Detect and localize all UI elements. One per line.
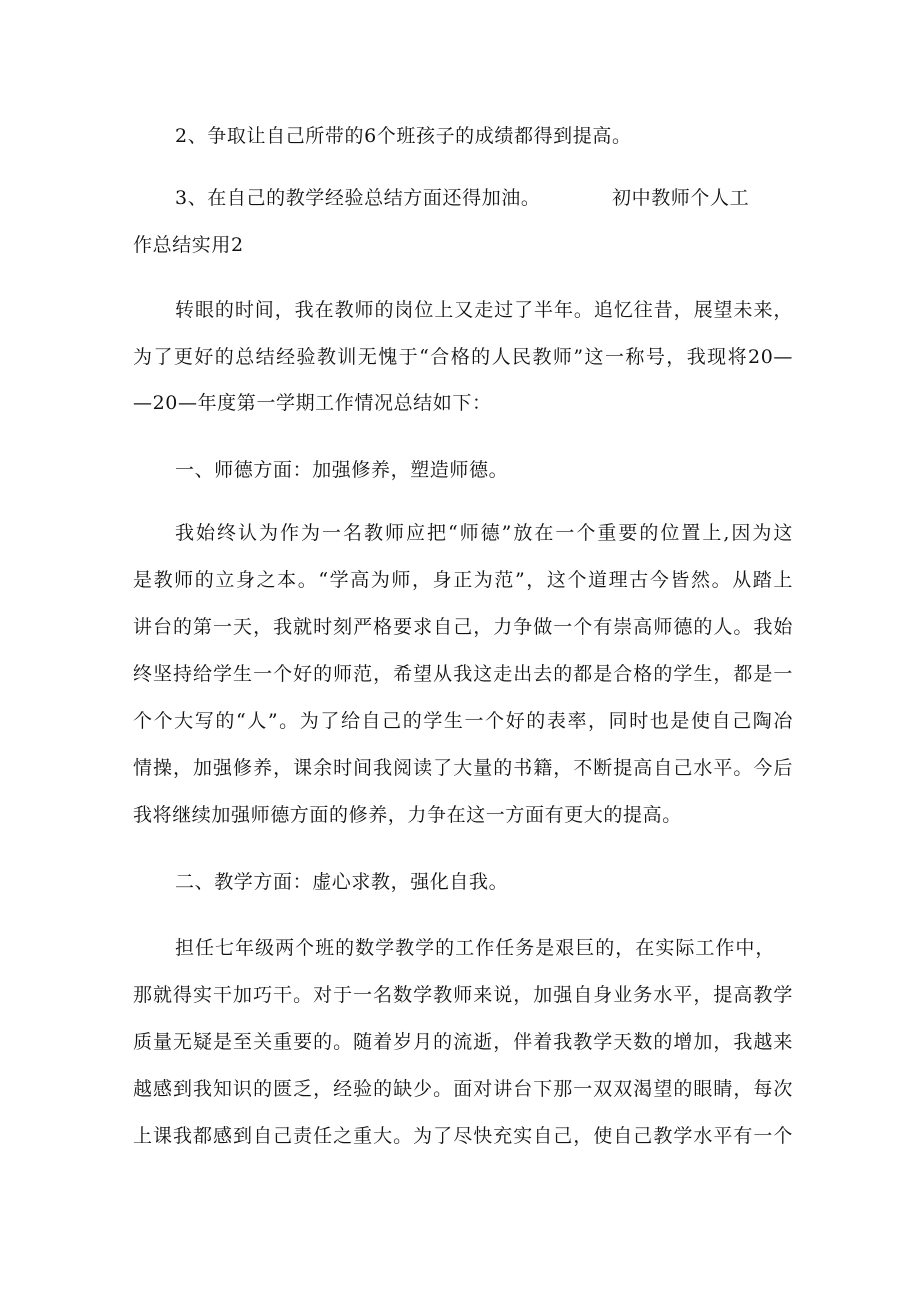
para2-line-3: 质量无疑是至关重要的。随着岁月的流逝，伴着我教学天数的增加，我越来 — [133, 1031, 793, 1053]
para2-line-2: 那就得实干加巧干。对于一名数学教师来说，加强自身业务水平，提高教学 — [133, 984, 793, 1006]
list-item-2: 2、争取让自己所带的6个班孩子的成绩都得到提高。 — [175, 125, 632, 147]
para1-line-6: 情操，加强修养，课余时间我阅读了大量的书籍，不断提高自己水平。今后 — [133, 757, 793, 779]
list-item-3: 3、在自己的教学经验总结方面还得加油。 — [175, 187, 541, 209]
para1-line-5: 个个大写的“人”。为了给自己的学生一个好的表率，同时也是使自己陶冶 — [133, 710, 793, 732]
heading-teacher-ethics: 一、师德方面：加强修养，塑造师德。 — [175, 459, 509, 481]
para1-line-2: 是教师的立身之本。“学高为师，身正为范”，这个道理古今皆然。从踏上 — [133, 569, 793, 591]
para2-line-1: 担任七年级两个班的数学教学的工作任务是艰巨的，在实际工作中， — [175, 937, 775, 959]
para1-line-4: 终坚持给学生一个好的师范，希望从我这走出去的都是合格的学生，都是一 — [133, 663, 793, 685]
intro-line-3: —20—年度第一学期工作情况总结如下： — [133, 392, 492, 414]
para1-line-1: 我始终认为作为一名教师应把“师德”放在一个重要的位置上,因为这 — [175, 522, 793, 544]
section-title-part1: 初中教师个人工 — [612, 187, 750, 209]
heading-teaching: 二、教学方面：虚心求教，强化自我。 — [175, 871, 509, 893]
para2-line-4: 越感到我知识的匮乏，经验的缺少。面对讲台下那一双双渴望的眼睛，每次 — [133, 1078, 793, 1100]
intro-line-2: 为了更好的总结经验教训无愧于“合格的人民教师”这一称号，我现将20— — [133, 346, 793, 368]
para2-line-5: 上课我都感到自己责任之重大。为了尽快充实自己，使自己教学水平有一个 — [133, 1125, 793, 1147]
para1-line-3: 讲台的第一天，我就时刻严格要求自己，力争做一个有崇高师德的人。我始 — [133, 616, 793, 638]
intro-line-1: 转眼的时间，我在教师的岗位上又走过了半年。追忆往昔，展望未来， — [175, 299, 793, 321]
para1-line-7: 我将继续加强师德方面的修养，力争在这一方面有更大的提高。 — [133, 804, 682, 826]
section-title-part2: 作总结实用2 — [133, 234, 244, 256]
